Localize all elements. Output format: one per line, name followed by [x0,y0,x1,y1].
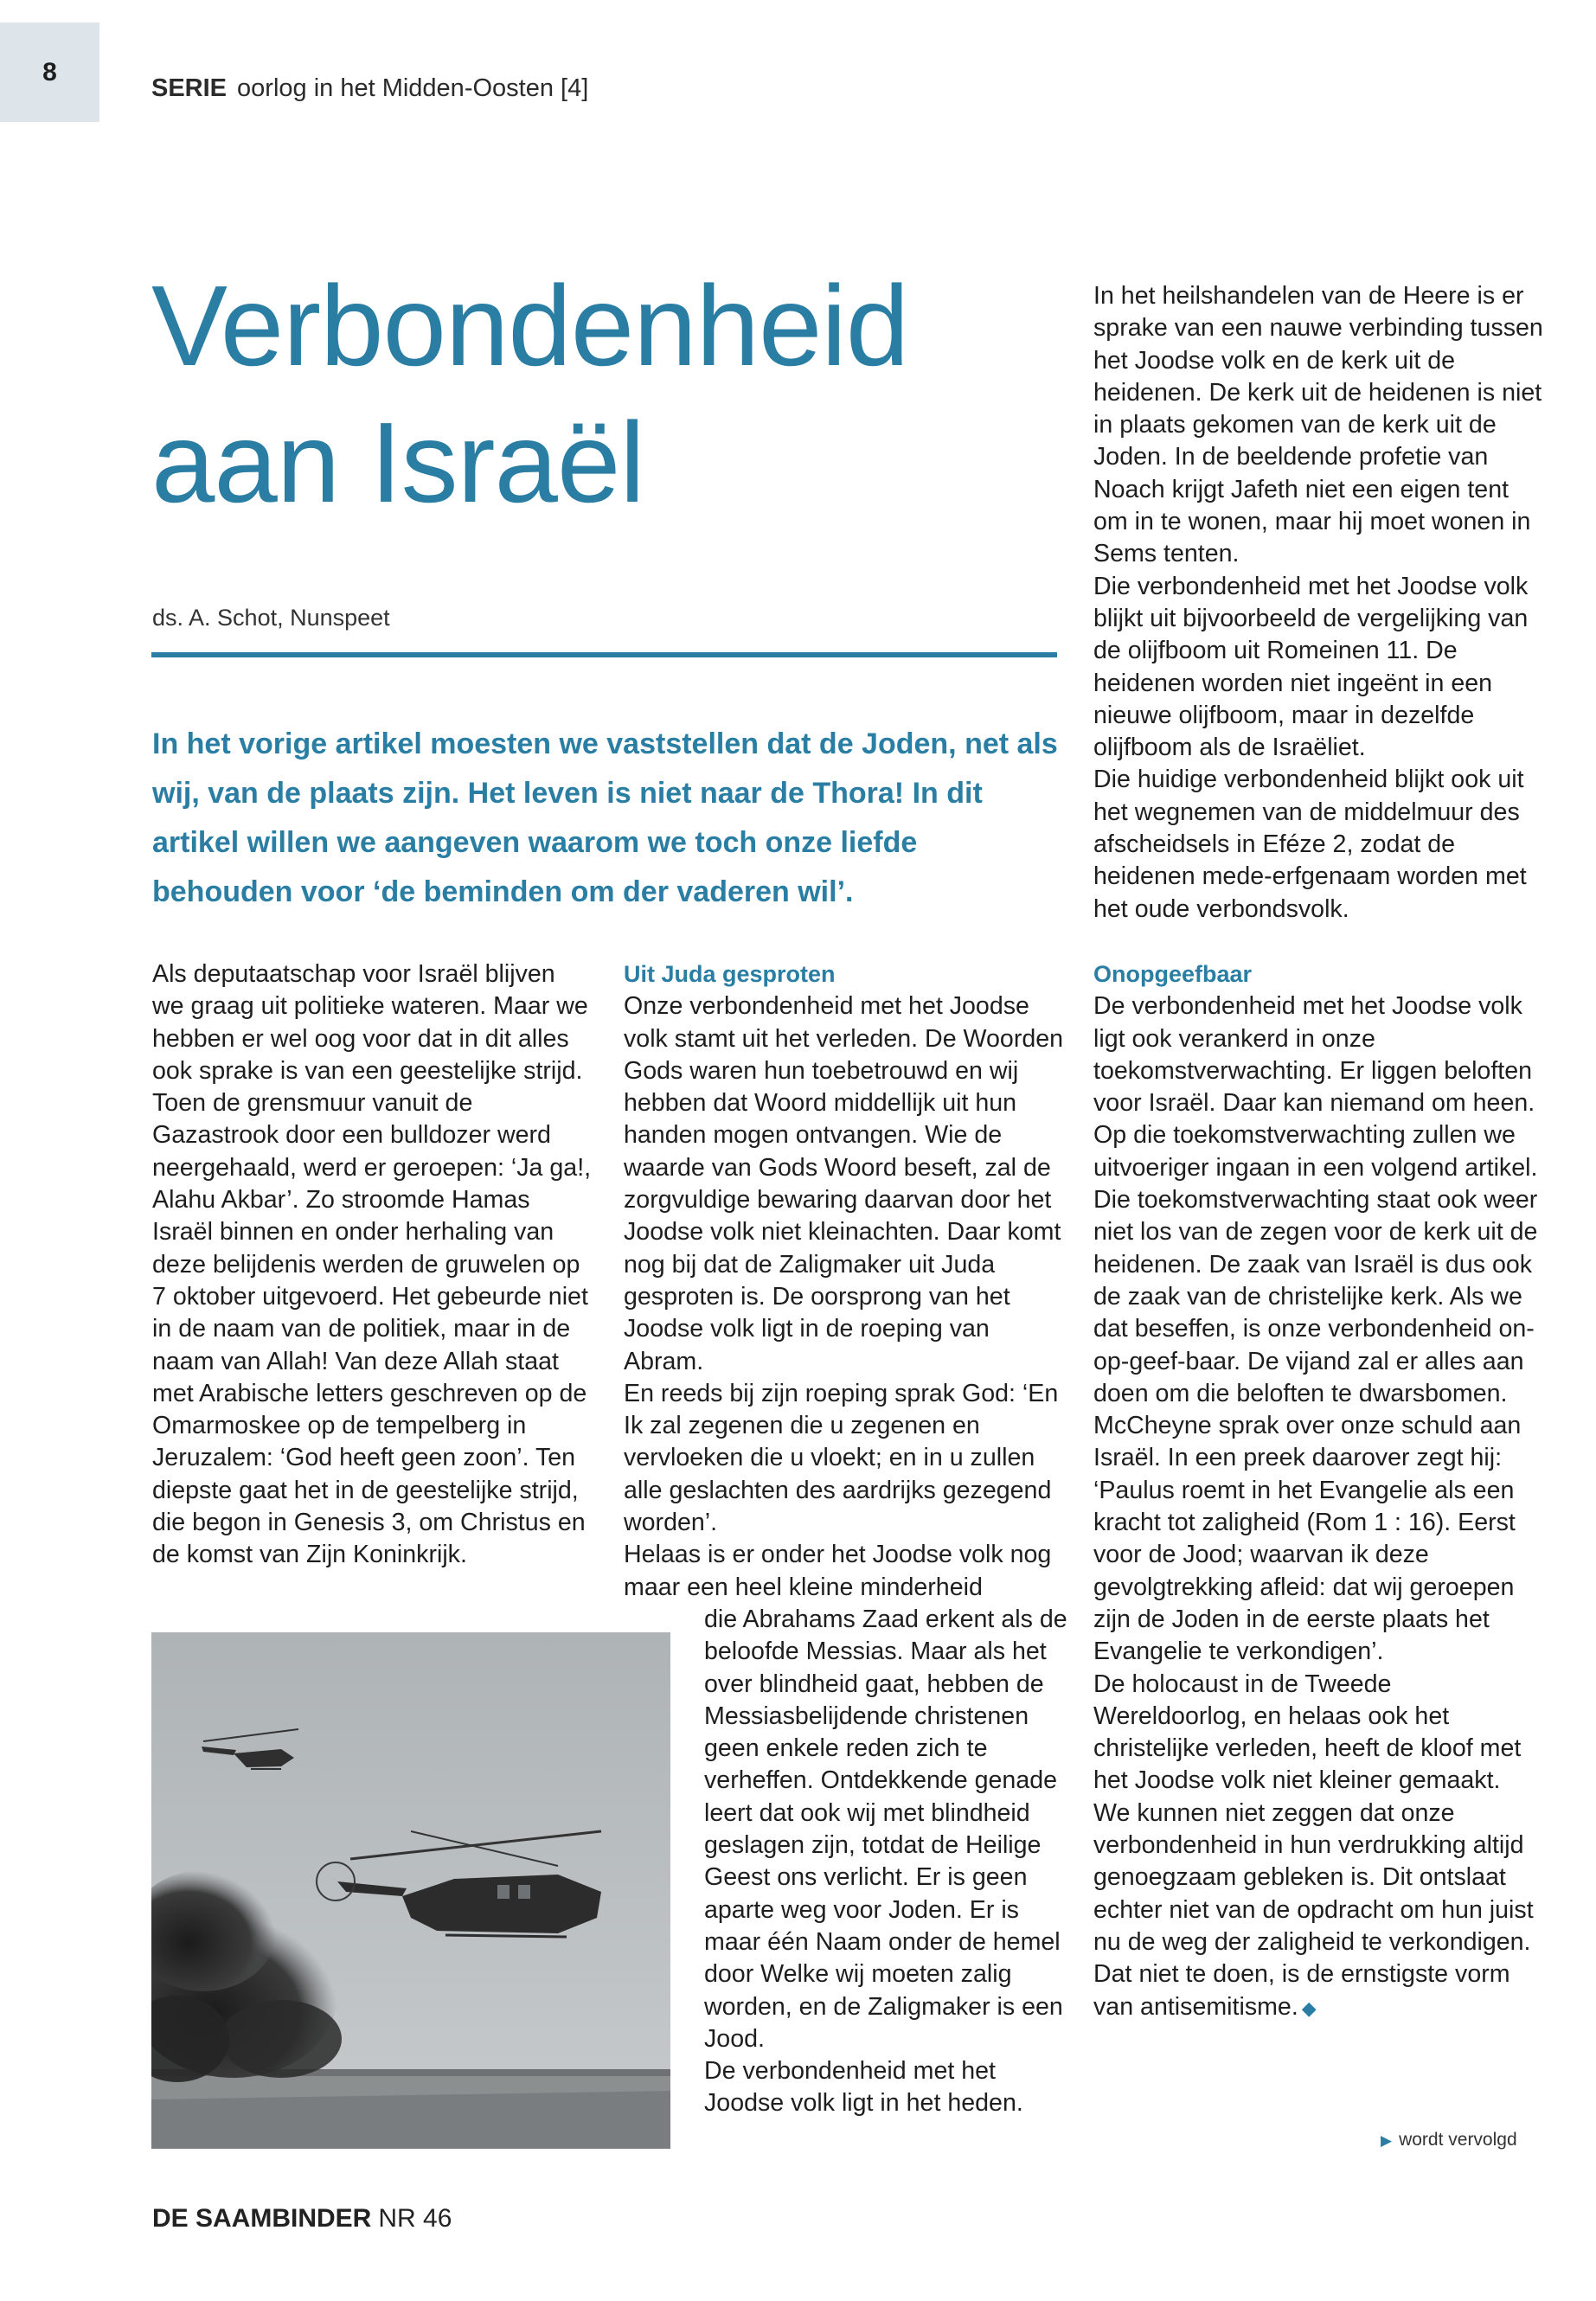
column-3-top-paragraph-1: In het heilshandelen van de Heere is er sprake van een nauwe verbinding tussen het Joodse volk en de kerk uit de heidenen. De kerk uit de heidenen is niet in plaats gekomen van de kerk uit de Joden. In de beeldende profetie van Noach krijgt Jafeth niet een eigen tent om in te wonen, maar hij moet wonen in Sems tenten. [1093,282,1543,568]
title-line-1: Verbondenheid [151,262,909,389]
heading-onopgeefbaar: Onopgeefbaar [1093,961,1253,987]
magazine-name: DE SAAMBINDER [152,2204,372,2233]
column-2-paragraph-3-rest: die Abrahams Zaad erkent als de beloofde Messias. Maar als het over blindheid gaat, hebben de Messiasbelijdende christenen geen enkele reden zich te verheffen. Ontdekkende genade leert dat ook wij met blindheid geslagen zijn, totdat de Heilige Geest ons verlicht. Er is geen aparte weg voor Joden. Er is maar één Naam onder de hemel door Welke wij moeten zalig worden, en de Zaligmaker is een Jood. [704,1605,1067,2053]
column-3-top-paragraph-3: Die huidige verbondenheid blijkt ook uit het wegnemen van de middelmuur des afscheidsels in Eféze 2, zodat de heidenen mede-erfgenaam worden met het oude verbondsvolk. [1093,766,1527,923]
column-3-top [1093,280,1548,926]
column-3-paragraph-5: We kunnen niet zeggen dat onze verbondenheid in hun verdrukking altijd genoegzaam gebleken is. Dit ontslaat echter niet van de opdracht om hun juist nu de weg der zaligheid te verkondigen. Dat niet te doen, is de ernstigste vorm van antisemitisme. [1093,1798,1534,2021]
column-1 [152,958,593,1572]
column-2-wrapped-text [704,1604,1074,2120]
series-topic: oorlog in het Midden-Oosten [4] [237,74,589,102]
column-2-paragraph-3-start: Helaas is er onder het Joodse volk nog maar een heel kleine minderheid [624,1541,1052,1601]
column-3-paragraph-2: Die toekomstverwachting staat ook weer niet los van de zegen voor de kerk uit de heidenen. De zaak van Israël is dus ook de zaak van de christelijke kerk. Als we dat beseffen, is onze verbondenheid on-op-geef-baar. De vijand zal er alles aan doen om die beloften te dwarsbomen. [1093,1186,1538,1407]
column-2-paragraph-2: En reeds bij zijn roeping sprak God: ‘En Ik zal zegenen die u zegenen en vervloeken die u vloekt; en in u zullen alle geslachten des aardrijks gezegend worden’. [624,1379,1059,1537]
continued-label: wordt vervolgd [1399,2130,1517,2150]
author-byline: ds. A. Schot, Nunspeet [152,605,390,631]
triangle-right-icon: ▶ [1381,2132,1393,2149]
column-3-paragraph-1: De verbondenheid met het Joodse volk ligt ook verankerd in onze toekomstverwachting. Er liggen beloften voor Israël. Daar kan niemand om heen. Op die toekomstverwachting zullen we uitvoeriger ingaan in een volgend artikel. [1093,992,1538,1182]
column-2-paragraph-4: De verbondenheid met het Joodse volk ligt in het heden. [704,2057,1023,2118]
title-line-2: aan Israël [151,399,644,526]
column-3-paragraph-3: McCheyne sprak over onze schuld aan Israël. In een preek daarover zegt hij: ‘Paulus roemt in het Evangelie als een kracht tot zaligheid (Rom 1 : 16). Eerst voor de Jood; waarvan ik deze gevolgtrekking afleid: dat wij geroepen zijn de Joden in de eerste plaats het Evangelie te verkondigen’. [1093,1412,1522,1666]
series-label: SERIE [151,74,228,102]
column-3-paragraph-4: De holocaust in de Tweede Wereldoorlog, en helaas ook het christelijke verleden, heeft de kloof met het Joodse volk niet kleiner gemaakt. [1093,1670,1522,1795]
issue-number: NR 46 [378,2204,452,2233]
column-3 [1093,958,1548,2024]
column-3-paragraph-5-wrap [1093,1798,1548,2024]
page-number: 8 [0,22,99,122]
helicopter-photo [151,1632,670,2149]
column-2-paragraph-1: Onze verbondenheid met het Joodse volk stamt uit het verleden. De Woorden Gods waren hun toebetrouwd en wij hebben dat Woord middellijk uit hun handen mogen ontvangen. Wie de waarde van Gods Woord beseft, zal de zorgvuldige bewaring daarvan door het Joodse volk niet kleinachten. Daar komt nog bij dat de Zaligmaker uit Juda gesproten is. De oorsprong van het Joodse volk ligt in de roeping van Abram. [624,992,1064,1375]
footer [152,2204,452,2234]
running-head [151,74,588,103]
intro-lead: In het vorige artikel moesten we vaststellen dat de Joden, net als wij, van de plaats zijn. Het leven is niet naar de Thora! In dit artikel willen we aangeven waarom we toch onze liefde behouden voor ‘de beminden om der vaderen wil’. [152,727,1058,908]
heading-uit-juda-gesproten: Uit Juda gesproten [624,961,836,987]
column-2 [624,958,1074,2120]
column-3-top-paragraph-2: Die verbondenheid met het Joodse volk blijkt uit bijvoorbeeld de vergelijking van de olijfboom uit Romeinen 11. De heidenen worden niet ingeënt in een nieuwe olijfboom, maar in dezelfde olijfboom als de Israëliet. [1093,572,1529,762]
end-diamond-icon: ◆ [1301,1997,1317,2019]
column-1-paragraph: Als deputaatschap voor Israël blijven we graag uit politieke wateren. Maar we hebben er wel oog voor dat in dit alles ook sprake is van een geestelijke strijd. Toen de grensmuur vanuit de Gazastrook door een bulldozer werd neergehaald, werd er geroepen: ‘Ja ga!, Alahu Akbar’. Zo stroomde Hamas Israël binnen en onder herhaling van deze belijdenis werden de gruwelen op 7 oktober uitgevoerd. Het gebeurde niet in de naam van de politiek, maar in de naam van Allah! Van deze Allah staat met Arabische letters geschreven op de Omarmoskee op de tempelberg in Jeruzalem: ‘God heeft geen zoon’. Ten diepste gaat het in de geestelijke strijd, die begon in Genesis 3, om Christus en de komst van Zijn Koninkrijk. [152,960,592,1569]
title-divider [151,652,1057,657]
article-title [151,258,1051,531]
continued-note [1381,2130,1517,2150]
